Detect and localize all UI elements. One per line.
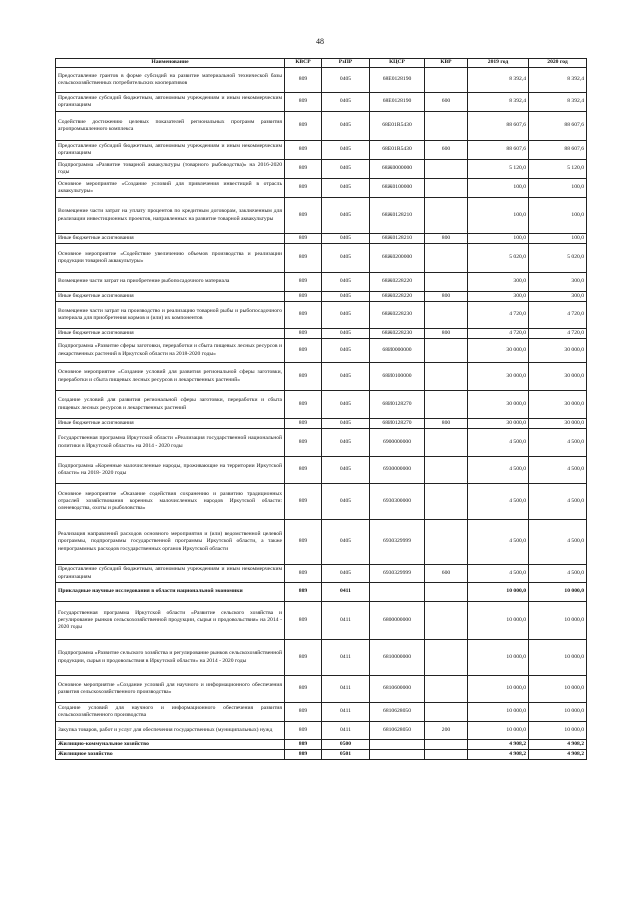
cell-kcsr: 68Ж0228220 bbox=[370, 292, 425, 302]
cell-rzpr: 0405 bbox=[322, 160, 370, 179]
cell-kvr: 600 bbox=[425, 141, 468, 160]
cell-name: Государственная программа Иркутской области «Реализация государственной национальной политики в Иркутской области» на 2014 - 2020 годы bbox=[56, 429, 285, 457]
header-kvr: КВР bbox=[425, 59, 468, 68]
cell-kvr bbox=[425, 363, 468, 391]
cell-y2020: 30 000,0 bbox=[529, 339, 587, 363]
table-row bbox=[56, 329, 587, 339]
cell-y2019: 300,0 bbox=[468, 292, 529, 302]
cell-kvsr: 809 bbox=[285, 179, 322, 198]
table-row bbox=[56, 565, 587, 583]
cell-kvsr: 809 bbox=[285, 565, 322, 583]
cell-y2020: 10 000,0 bbox=[529, 703, 587, 722]
cell-kvr bbox=[425, 703, 468, 722]
cell-y2019: 100,0 bbox=[468, 198, 529, 234]
cell-rzpr: 0411 bbox=[322, 602, 370, 640]
cell-rzpr: 0500 bbox=[322, 740, 370, 750]
cell-y2020: 10 000,0 bbox=[529, 583, 587, 602]
cell-y2019: 5 120,0 bbox=[468, 160, 529, 179]
cell-y2020: 300,0 bbox=[529, 273, 587, 292]
table-row bbox=[56, 429, 587, 457]
cell-kcsr bbox=[370, 740, 425, 750]
cell-kvsr: 809 bbox=[285, 703, 322, 722]
cell-kcsr: 6800000000 bbox=[370, 602, 425, 640]
cell-y2020: 4 720,0 bbox=[529, 329, 587, 339]
cell-kvr: 800 bbox=[425, 292, 468, 302]
cell-kcsr: 68Е01R5430 bbox=[370, 112, 425, 141]
cell-kvsr: 809 bbox=[285, 676, 322, 703]
cell-y2020: 4 500,0 bbox=[529, 457, 587, 484]
cell-rzpr: 0405 bbox=[322, 244, 370, 273]
table-row bbox=[56, 722, 587, 740]
cell-name: Основное мероприятие «Оказание содействия сохранению и развитию традиционных отраслей хозяйствования коренных малочисленных народов Иркутской области: оленеводства, охоты и рыболовства» bbox=[56, 484, 285, 520]
cell-name: Создание условий для развития региональной сферы заготовки, переработки и сбыта пищевых лесных ресурсов и лекарственных растений bbox=[56, 391, 285, 419]
cell-y2019: 30 000,0 bbox=[468, 391, 529, 419]
cell-kvr bbox=[425, 640, 468, 676]
cell-kvr bbox=[425, 273, 468, 292]
cell-rzpr: 0405 bbox=[322, 273, 370, 292]
cell-rzpr: 0405 bbox=[322, 484, 370, 520]
cell-y2019: 8 392,4 bbox=[468, 68, 529, 93]
cell-y2020: 5 120,0 bbox=[529, 160, 587, 179]
cell-kcsr: 68Е01R5430 bbox=[370, 141, 425, 160]
cell-y2019: 4 908,2 bbox=[468, 740, 529, 750]
cell-kvr bbox=[425, 339, 468, 363]
cell-kcsr: 68Ж0200000 bbox=[370, 244, 425, 273]
header-row bbox=[56, 59, 587, 68]
cell-kcsr bbox=[370, 750, 425, 760]
cell-y2019: 4 500,0 bbox=[468, 565, 529, 583]
budget-table bbox=[55, 58, 587, 760]
cell-kcsr: 68Е0128190 bbox=[370, 68, 425, 93]
cell-kcsr: 6930300000 bbox=[370, 484, 425, 520]
cell-y2020: 4 500,0 bbox=[529, 429, 587, 457]
table-row bbox=[56, 520, 587, 565]
cell-y2019: 4 500,0 bbox=[468, 429, 529, 457]
cell-y2019: 30 000,0 bbox=[468, 419, 529, 429]
cell-kvr bbox=[425, 740, 468, 750]
cell-rzpr: 0405 bbox=[322, 565, 370, 583]
table-row bbox=[56, 457, 587, 484]
cell-y2020: 100,0 bbox=[529, 179, 587, 198]
cell-name: Подпрограмма «Коренные малочисленные народы, проживающие на территории Иркутской области» на 2018- 2020 годы bbox=[56, 457, 285, 484]
cell-y2019: 88 607,6 bbox=[468, 141, 529, 160]
cell-rzpr: 0405 bbox=[322, 68, 370, 93]
cell-kvsr: 809 bbox=[285, 640, 322, 676]
table-row bbox=[56, 160, 587, 179]
cell-y2019: 30 000,0 bbox=[468, 363, 529, 391]
cell-kcsr: 68Ж0128210 bbox=[370, 198, 425, 234]
cell-kcsr: 6810628050 bbox=[370, 703, 425, 722]
cell-kcsr: 68Ж0228230 bbox=[370, 329, 425, 339]
cell-y2019: 4 500,0 bbox=[468, 484, 529, 520]
table-row bbox=[56, 419, 587, 429]
cell-kcsr: 6810600000 bbox=[370, 676, 425, 703]
cell-kvsr: 809 bbox=[285, 419, 322, 429]
cell-rzpr: 0405 bbox=[322, 339, 370, 363]
table-row bbox=[56, 179, 587, 198]
cell-kcsr: 68Ж0228220 bbox=[370, 273, 425, 292]
cell-kvr bbox=[425, 750, 468, 760]
cell-kvsr: 809 bbox=[285, 112, 322, 141]
table-row bbox=[56, 198, 587, 234]
cell-kvr bbox=[425, 484, 468, 520]
table-row bbox=[56, 602, 587, 640]
cell-kcsr: 6930000000 bbox=[370, 457, 425, 484]
table-row bbox=[56, 339, 587, 363]
cell-name: Возмещение части затрат на уплату процентов по кредитным договорам, заключенным для реализации инвестиционных проектов, направленных на развитие товарной аквакультуры bbox=[56, 198, 285, 234]
cell-name: Возмещение части затрат на приобретение рыбопосадочного материала bbox=[56, 273, 285, 292]
cell-kcsr: 68И0128270 bbox=[370, 419, 425, 429]
cell-name: Иные бюджетные ассигнования bbox=[56, 292, 285, 302]
cell-kvr: 200 bbox=[425, 722, 468, 740]
table-row bbox=[56, 484, 587, 520]
cell-kvr bbox=[425, 676, 468, 703]
cell-kvr: 800 bbox=[425, 419, 468, 429]
cell-kvr bbox=[425, 198, 468, 234]
cell-kcsr: 6810628050 bbox=[370, 722, 425, 740]
cell-y2019: 300,0 bbox=[468, 273, 529, 292]
cell-kcsr: 68Ж0228230 bbox=[370, 302, 425, 329]
cell-y2019: 100,0 bbox=[468, 234, 529, 244]
cell-rzpr: 0405 bbox=[322, 93, 370, 112]
cell-name: Жилищное хозяйство bbox=[56, 750, 285, 760]
cell-name: Основное мероприятие «Создание условий для развития региональной сферы заготовки, переработки и сбыта пищевых лесных ресурсов и лекарственных растений» bbox=[56, 363, 285, 391]
cell-y2020: 30 000,0 bbox=[529, 419, 587, 429]
table-row bbox=[56, 391, 587, 419]
cell-y2020: 8 392,4 bbox=[529, 68, 587, 93]
table-row bbox=[56, 740, 587, 750]
cell-kvr: 600 bbox=[425, 565, 468, 583]
cell-kvsr: 809 bbox=[285, 429, 322, 457]
cell-kcsr: 68И0100000 bbox=[370, 363, 425, 391]
cell-kcsr: 68И0128270 bbox=[370, 391, 425, 419]
cell-kvr bbox=[425, 520, 468, 565]
cell-y2020: 4 720,0 bbox=[529, 302, 587, 329]
cell-y2019: 10 000,0 bbox=[468, 602, 529, 640]
cell-kvsr: 809 bbox=[285, 583, 322, 602]
cell-kvsr: 809 bbox=[285, 722, 322, 740]
cell-rzpr: 0405 bbox=[322, 457, 370, 484]
cell-name: Предоставление субсидий бюджетным, автономным учреждениям и иным некоммерческим организациям bbox=[56, 565, 285, 583]
cell-rzpr: 0405 bbox=[322, 363, 370, 391]
cell-kvsr: 809 bbox=[285, 457, 322, 484]
cell-kvsr: 809 bbox=[285, 234, 322, 244]
cell-rzpr: 0411 bbox=[322, 722, 370, 740]
cell-y2020: 30 000,0 bbox=[529, 391, 587, 419]
header-2019: 2019 год bbox=[468, 59, 529, 68]
cell-name: Закупка товаров, работ и услуг для обеспечения государственных (муниципальных) нужд bbox=[56, 722, 285, 740]
cell-rzpr: 0411 bbox=[322, 703, 370, 722]
cell-y2020: 88 607,6 bbox=[529, 112, 587, 141]
cell-kcsr: 68Ж0100000 bbox=[370, 179, 425, 198]
cell-kvsr: 809 bbox=[285, 391, 322, 419]
header-2020: 2020 год bbox=[529, 59, 587, 68]
cell-kvr: 600 bbox=[425, 93, 468, 112]
cell-rzpr: 0411 bbox=[322, 676, 370, 703]
cell-y2020: 100,0 bbox=[529, 198, 587, 234]
cell-y2020: 4 908,2 bbox=[529, 750, 587, 760]
cell-y2019: 10 000,0 bbox=[468, 583, 529, 602]
cell-name: Предоставление субсидий бюджетным, автономным учреждениям и иным некоммерческим организациям bbox=[56, 93, 285, 112]
cell-y2019: 10 000,0 bbox=[468, 640, 529, 676]
cell-kvr bbox=[425, 391, 468, 419]
cell-rzpr: 0405 bbox=[322, 112, 370, 141]
header-name: Наименование bbox=[56, 59, 285, 68]
cell-y2020: 4 908,2 bbox=[529, 740, 587, 750]
cell-y2020: 100,0 bbox=[529, 234, 587, 244]
table-row bbox=[56, 292, 587, 302]
cell-y2019: 4 908,2 bbox=[468, 750, 529, 760]
cell-y2019: 100,0 bbox=[468, 179, 529, 198]
cell-kvsr: 809 bbox=[285, 292, 322, 302]
cell-kvr bbox=[425, 112, 468, 141]
cell-kvsr: 809 bbox=[285, 302, 322, 329]
cell-kvsr: 809 bbox=[285, 244, 322, 273]
cell-kvr bbox=[425, 457, 468, 484]
cell-kvsr: 809 bbox=[285, 363, 322, 391]
cell-kvsr: 809 bbox=[285, 750, 322, 760]
cell-y2020: 10 000,0 bbox=[529, 602, 587, 640]
cell-kvr bbox=[425, 244, 468, 273]
cell-kvr bbox=[425, 302, 468, 329]
cell-name: Содействие достижению целевых показателей региональных программ развития агропромышленного комплекса bbox=[56, 112, 285, 141]
cell-y2020: 30 000,0 bbox=[529, 363, 587, 391]
table-row bbox=[56, 676, 587, 703]
cell-kcsr: 6900000000 bbox=[370, 429, 425, 457]
cell-kvsr: 809 bbox=[285, 484, 322, 520]
cell-kvr bbox=[425, 602, 468, 640]
cell-kcsr: 6810000000 bbox=[370, 640, 425, 676]
table-row bbox=[56, 750, 587, 760]
cell-name: Основное мероприятие «Создание условий для научного и информационного обеспечения развития сельскохозяйственного производства» bbox=[56, 676, 285, 703]
cell-kvsr: 809 bbox=[285, 520, 322, 565]
cell-name: Возмещение части затрат на производство и реализацию товарной рыбы и рыбопосадочного материала для приобретения кормов и (или) их компонентов bbox=[56, 302, 285, 329]
cell-kvsr: 809 bbox=[285, 339, 322, 363]
table-row bbox=[56, 244, 587, 273]
cell-name: Подпрограмма «Развитие сельского хозяйства и регулирование рынков сельскохозяйственной продукции, сырья и продовольствия в Иркутской области» на 2014 - 2020 годы bbox=[56, 640, 285, 676]
cell-rzpr: 0411 bbox=[322, 583, 370, 602]
header-kvsr: КВСР bbox=[285, 59, 322, 68]
cell-kvr: 800 bbox=[425, 329, 468, 339]
table-row bbox=[56, 234, 587, 244]
cell-name: Предоставление грантов в форме субсидий на развитие материальной технической базы сельскохозяйственных потребительских кооперативов bbox=[56, 68, 285, 93]
cell-y2019: 4 500,0 bbox=[468, 520, 529, 565]
cell-y2019: 4 720,0 bbox=[468, 329, 529, 339]
cell-kcsr: 68Ж0128210 bbox=[370, 234, 425, 244]
cell-name: Подпрограмма «Развитие товарной аквакультуры (товарного рыбоводства)» на 2016-2020 годы bbox=[56, 160, 285, 179]
cell-name: Государственная программа Иркутской области «Развитие сельского хозяйства и регулирование рынков сельскохозяйственной продукции, сырья и продовольствия» на 2014 - 2020 годы bbox=[56, 602, 285, 640]
cell-y2019: 30 000,0 bbox=[468, 339, 529, 363]
cell-y2020: 8 392,4 bbox=[529, 93, 587, 112]
cell-y2020: 4 500,0 bbox=[529, 484, 587, 520]
cell-rzpr: 0405 bbox=[322, 292, 370, 302]
table-row bbox=[56, 68, 587, 93]
table-row bbox=[56, 583, 587, 602]
cell-kvsr: 809 bbox=[285, 740, 322, 750]
cell-name: Реализация направлений расходов основного мероприятия и (или) ведомственной целевой программы, подпрограммы государственной программы Иркутской области, а также непрограммных расходов государственных органов Иркутской области bbox=[56, 520, 285, 565]
cell-y2019: 4 720,0 bbox=[468, 302, 529, 329]
cell-name: Иные бюджетные ассигнования bbox=[56, 419, 285, 429]
table-row bbox=[56, 363, 587, 391]
cell-kvsr: 809 bbox=[285, 93, 322, 112]
cell-kvr: 800 bbox=[425, 234, 468, 244]
table-row bbox=[56, 273, 587, 292]
header-kcsr: КЦСР bbox=[370, 59, 425, 68]
cell-rzpr: 0405 bbox=[322, 419, 370, 429]
cell-rzpr: 0405 bbox=[322, 234, 370, 244]
cell-y2019: 10 000,0 bbox=[468, 676, 529, 703]
table-row bbox=[56, 141, 587, 160]
cell-y2019: 10 000,0 bbox=[468, 722, 529, 740]
cell-name: Предоставление субсидий бюджетным, автономным учреждениям и иным некоммерческим организациям bbox=[56, 141, 285, 160]
cell-name: Жилищно-коммунальное хозяйство bbox=[56, 740, 285, 750]
cell-kvsr: 809 bbox=[285, 198, 322, 234]
cell-kcsr: 68Ж0000000 bbox=[370, 160, 425, 179]
cell-y2020: 88 607,6 bbox=[529, 141, 587, 160]
cell-kvsr: 809 bbox=[285, 602, 322, 640]
table-row bbox=[56, 93, 587, 112]
cell-name: Прикладные научные исследования в области национальной экономики bbox=[56, 583, 285, 602]
cell-kcsr: 68И0000000 bbox=[370, 339, 425, 363]
cell-kvsr: 809 bbox=[285, 273, 322, 292]
cell-rzpr: 0405 bbox=[322, 302, 370, 329]
table-row bbox=[56, 302, 587, 329]
cell-kvr bbox=[425, 68, 468, 93]
cell-kvsr: 809 bbox=[285, 68, 322, 93]
cell-kvr bbox=[425, 179, 468, 198]
cell-rzpr: 0411 bbox=[322, 640, 370, 676]
cell-y2020: 10 000,0 bbox=[529, 640, 587, 676]
cell-kvsr: 809 bbox=[285, 329, 322, 339]
cell-kcsr: 6930329999 bbox=[370, 565, 425, 583]
cell-y2019: 8 392,4 bbox=[468, 93, 529, 112]
cell-rzpr: 0501 bbox=[322, 750, 370, 760]
cell-kvr bbox=[425, 583, 468, 602]
cell-kvr bbox=[425, 160, 468, 179]
cell-y2019: 5 020,0 bbox=[468, 244, 529, 273]
cell-y2020: 4 500,0 bbox=[529, 520, 587, 565]
page-number: 48 bbox=[316, 37, 324, 46]
cell-rzpr: 0405 bbox=[322, 429, 370, 457]
cell-kvsr: 809 bbox=[285, 141, 322, 160]
cell-rzpr: 0405 bbox=[322, 329, 370, 339]
cell-name: Создание условий для научного и информационного обеспечения развития сельскохозяйственного производства bbox=[56, 703, 285, 722]
cell-name: Иные бюджетные ассигнования bbox=[56, 329, 285, 339]
cell-y2020: 10 000,0 bbox=[529, 676, 587, 703]
cell-y2020: 10 000,0 bbox=[529, 722, 587, 740]
cell-y2019: 88 607,6 bbox=[468, 112, 529, 141]
header-rzpr: РзПР bbox=[322, 59, 370, 68]
cell-kvr bbox=[425, 429, 468, 457]
cell-y2020: 5 020,0 bbox=[529, 244, 587, 273]
cell-kcsr: 6930329999 bbox=[370, 520, 425, 565]
cell-name: Основное мероприятие «Создание условий для привлечения инвестиций в отрасль аквакультуры» bbox=[56, 179, 285, 198]
cell-kvsr: 809 bbox=[285, 160, 322, 179]
cell-y2020: 300,0 bbox=[529, 292, 587, 302]
cell-y2020: 4 500,0 bbox=[529, 565, 587, 583]
cell-y2019: 10 000,0 bbox=[468, 703, 529, 722]
cell-kcsr bbox=[370, 583, 425, 602]
cell-rzpr: 0405 bbox=[322, 141, 370, 160]
cell-kcsr: 68Е0128190 bbox=[370, 93, 425, 112]
table-row bbox=[56, 640, 587, 676]
cell-name: Основное мероприятие «Содействие увеличению объемов производства и реализации продукции товарной аквакультуры» bbox=[56, 244, 285, 273]
cell-name: Подпрограмма «Развитие сферы заготовки, переработки и сбыта пищевых лесных ресурсов и лекарственных растений в Иркутской области на 2018-2020 годы» bbox=[56, 339, 285, 363]
table-row bbox=[56, 112, 587, 141]
table-row bbox=[56, 703, 587, 722]
cell-name: Иные бюджетные ассигнования bbox=[56, 234, 285, 244]
cell-rzpr: 0405 bbox=[322, 179, 370, 198]
cell-rzpr: 0405 bbox=[322, 198, 370, 234]
cell-rzpr: 0405 bbox=[322, 520, 370, 565]
cell-rzpr: 0405 bbox=[322, 391, 370, 419]
cell-y2019: 4 500,0 bbox=[468, 457, 529, 484]
